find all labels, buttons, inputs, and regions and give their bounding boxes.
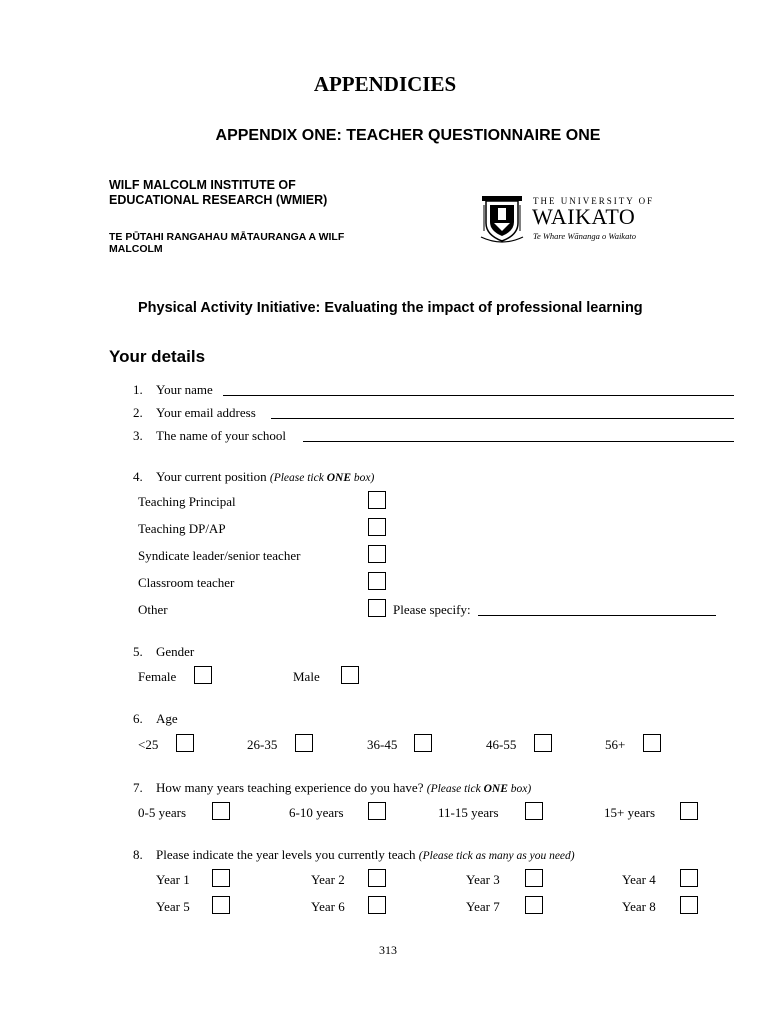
age-checkbox-36-45[interactable]	[414, 734, 432, 752]
year-checkbox-3[interactable]	[525, 869, 543, 887]
experience-checkbox-6-10[interactable]	[368, 802, 386, 820]
q1-number: 1.	[133, 382, 143, 397]
year-checkbox-8[interactable]	[680, 896, 698, 914]
age-option-label: 46-55	[486, 737, 517, 752]
q4-label-text: Your current position	[156, 469, 267, 484]
age-option-label: 56+	[605, 737, 626, 752]
appendix-title: APPENDIX ONE: TEACHER QUESTIONNAIRE ONE	[215, 127, 601, 144]
experience-option-label: 0-5 years	[138, 805, 187, 820]
year-checkbox-2[interactable]	[368, 869, 386, 887]
year-checkbox-7[interactable]	[525, 896, 543, 914]
age-option-label: 36-45	[367, 737, 398, 752]
q1-label: Your name	[156, 382, 213, 397]
q8-number: 8.	[133, 847, 143, 862]
position-option-label: Teaching DP/AP	[138, 521, 226, 536]
q2-number: 2.	[133, 405, 143, 420]
position-option-label: Other	[138, 602, 168, 617]
year-option-label: Year 6	[311, 899, 345, 914]
year-option-label: Year 5	[156, 899, 190, 914]
q5-label: Gender	[156, 644, 195, 659]
university-logo	[480, 193, 655, 245]
experience-option-label: 6-10 years	[289, 805, 344, 820]
specify-label: Please specify:	[393, 602, 471, 617]
q5-number: 5.	[133, 644, 143, 659]
specify-input-line[interactable]	[478, 615, 716, 616]
project-title: Physical Activity Initiative: Evaluating the impact of professional learning	[138, 300, 643, 316]
experience-checkbox-15-plus[interactable]	[680, 802, 698, 820]
experience-checkbox-11-15[interactable]	[525, 802, 543, 820]
year-checkbox-5[interactable]	[212, 896, 230, 914]
q4-number: 4.	[133, 469, 143, 484]
q8-label	[156, 847, 575, 863]
age-checkbox-56-plus[interactable]	[643, 734, 661, 752]
institute-maori-line1: TE PŪTAHI RANGAHAU MĀTAURANGA A WILF	[109, 231, 345, 243]
q4-note-post: box)	[351, 472, 375, 484]
q4-note-pre: (Please tick	[269, 472, 327, 484]
institute-name-line2: EDUCATIONAL RESEARCH (WMIER)	[109, 193, 328, 207]
age-checkbox-26-35[interactable]	[295, 734, 313, 752]
logo-tagline: Te Whare Wānanga o Waikato	[533, 231, 636, 241]
year-checkbox-4[interactable]	[680, 869, 698, 887]
q7-note-bold: ONE	[483, 783, 508, 795]
year-option-label: Year 3	[466, 872, 500, 887]
q3-label: The name of your school	[156, 428, 286, 443]
age-checkbox-under-25[interactable]	[176, 734, 194, 752]
section-title: Your details	[109, 347, 206, 366]
experience-option-label: 15+ years	[604, 805, 656, 820]
position-option-label: Syndicate leader/senior teacher	[138, 548, 301, 563]
gender-checkbox-female[interactable]	[194, 666, 212, 684]
position-option-label: Teaching Principal	[138, 494, 236, 509]
school-input-line[interactable]	[303, 441, 734, 442]
q4-note	[270, 472, 374, 484]
year-option-label: Year 1	[156, 872, 190, 887]
q6-number: 6.	[133, 711, 143, 726]
q8-label-text: Please indicate the year levels you currently teach	[156, 847, 416, 862]
q7-number: 7.	[133, 780, 143, 795]
age-checkbox-46-55[interactable]	[534, 734, 552, 752]
institute-maori-line2: MALCOLM	[109, 243, 163, 255]
q3-number: 3.	[133, 428, 143, 443]
logo-top-text: THE UNIVERSITY OF	[533, 196, 655, 206]
year-checkbox-1[interactable]	[212, 869, 230, 887]
experience-checkbox-0-5[interactable]	[212, 802, 230, 820]
page-number: 313	[379, 943, 397, 957]
experience-option-label: 11-15 years	[438, 805, 499, 820]
position-option-label: Classroom teacher	[138, 575, 235, 590]
institute-name-line1: WILF MALCOLM INSTITUTE OF	[109, 178, 296, 192]
q2-label: Your email address	[156, 405, 256, 420]
q7-label	[156, 780, 531, 796]
q7-note-pre: (Please tick	[426, 783, 484, 795]
gender-option-label: Female	[138, 669, 177, 684]
year-option-label: Year 4	[622, 872, 656, 887]
university-crest-icon	[480, 193, 524, 245]
name-input-line[interactable]	[223, 395, 734, 396]
position-checkbox-syndicate-leader[interactable]	[368, 545, 386, 563]
q4-label	[156, 469, 374, 485]
gender-option-label: Male	[293, 669, 320, 684]
q6-label: Age	[156, 711, 178, 726]
year-option-label: Year 7	[466, 899, 500, 914]
position-checkbox-other[interactable]	[368, 599, 386, 617]
position-checkbox-teaching-dp-ap[interactable]	[368, 518, 386, 536]
age-option-label: 26-35	[247, 737, 278, 752]
page-heading: APPENDICIES	[313, 72, 457, 96]
q7-label-text: How many years teaching experience do you have?	[156, 780, 424, 795]
position-checkbox-teaching-principal[interactable]	[368, 491, 386, 509]
q8-note: (Please tick as many as you need)	[418, 850, 575, 862]
year-option-label: Year 8	[622, 899, 656, 914]
gender-checkbox-male[interactable]	[341, 666, 359, 684]
position-checkbox-classroom-teacher[interactable]	[368, 572, 386, 590]
q7-note	[427, 783, 531, 795]
year-checkbox-6[interactable]	[368, 896, 386, 914]
age-option-label: <25	[138, 737, 159, 752]
logo-name: WAIKATO	[532, 204, 636, 229]
q7-note-post: box)	[507, 783, 532, 795]
year-option-label: Year 2	[311, 872, 345, 887]
q4-note-bold: ONE	[326, 472, 351, 484]
email-input-line[interactable]	[271, 418, 734, 419]
